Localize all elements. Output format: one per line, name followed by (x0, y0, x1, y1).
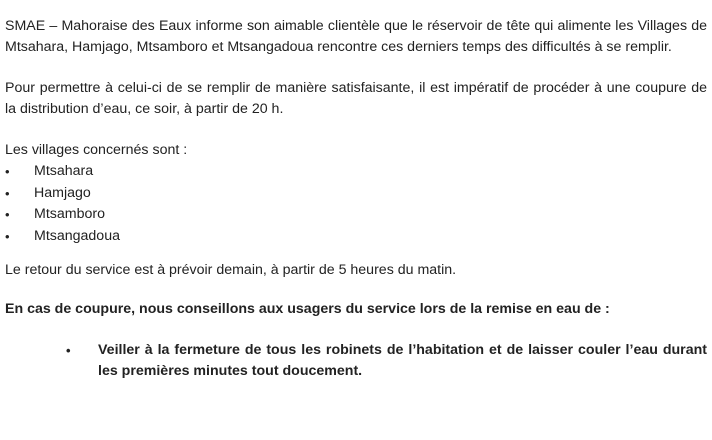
advice-list (5, 340, 707, 382)
advice-text: Veiller à la fermeture de tous les robinets de l’habitation et de laisser couler l’eau durant les premières minutes tout doucement. (98, 342, 707, 379)
village-name: Mtsamboro (34, 206, 105, 223)
intro-paragraph: SMAE – Mahoraise des Eaux informe son aimable clientèle que le réservoir de tête qui alimente les Villages de Mtsahara, Hamjago, Mtsamboro et Mtsangadoua rencontre ces derniers temps des difficultés à se remplir. (5, 18, 707, 55)
villages-list (5, 161, 707, 247)
spacer (5, 120, 707, 140)
villages-heading: Les villages concernés sont : (5, 142, 188, 158)
village-item (5, 226, 707, 248)
village-item (5, 183, 707, 205)
village-item (5, 204, 707, 226)
bullet-icon: • (5, 228, 10, 244)
spacer (5, 58, 707, 78)
village-name: Mtsangadoua (34, 227, 120, 244)
village-name: Hamjago (34, 184, 91, 201)
action-paragraph: Pour permettre à celui-ci de se remplir de manière satisfaisante, il est impératif de procéder à une coupure de la distribution d’eau, ce soir, à partir de 20 h. (5, 80, 707, 117)
bullet-icon: • (5, 185, 10, 201)
bullet-icon: • (66, 343, 71, 358)
bullet-icon: • (5, 164, 10, 180)
bullet-icon: • (5, 207, 10, 223)
advice-heading: En cas de coupure, nous conseillons aux usagers du service lors de la remise en eau de : (5, 301, 610, 317)
return-paragraph: Le retour du service est à prévoir demain, à partir de 5 heures du matin. (5, 262, 457, 278)
spacer (5, 281, 707, 299)
spacer (5, 320, 707, 340)
advice-item (66, 340, 707, 382)
village-name: Mtsahara (34, 163, 94, 180)
village-item (5, 161, 707, 183)
spacer (5, 247, 707, 260)
